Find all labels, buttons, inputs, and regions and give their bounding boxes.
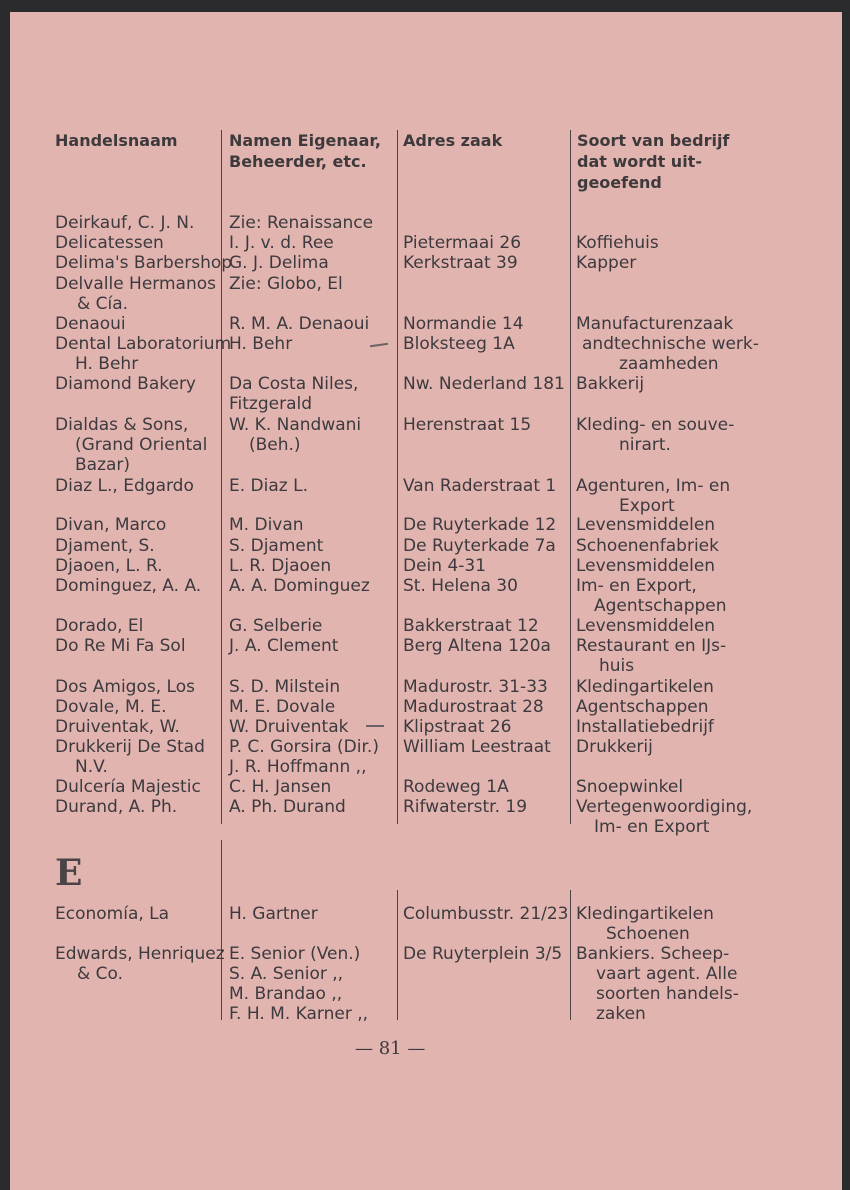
list-item: Kledingartikelen (576, 904, 714, 924)
list-item: soorten handels- (596, 984, 739, 1004)
header-soort-line-1: Soort van bedrijf (577, 131, 730, 150)
list-item: Vertegenwoordiging, (576, 797, 753, 817)
list-item: Levensmiddelen (576, 616, 716, 636)
list-item: E. Senior (Ven.) (229, 944, 361, 964)
list-item: Rifwaterstr. 19 (403, 797, 528, 817)
header-namen-line-2: Beheerder, etc. (229, 152, 367, 171)
list-item: Druiventak, W. (55, 717, 180, 737)
list-item: Bazar) (75, 455, 131, 475)
list-item: Kapper (576, 253, 637, 273)
list-item: Snoepwinkel (576, 777, 684, 797)
list-item: N.V. (75, 757, 108, 777)
column-divider (570, 890, 571, 1020)
list-item: G. J. Delima (229, 253, 329, 273)
list-item: St. Helena 30 (403, 576, 518, 596)
header-soort-line-2: dat wordt uit- (577, 152, 702, 171)
list-item: F. H. M. Karner ,, (229, 1004, 369, 1024)
list-item: Bankiers. Scheep- (576, 944, 730, 964)
list-item: andtechnische werk- (582, 334, 759, 354)
list-item: zaken (596, 1004, 646, 1024)
list-item: huis (599, 656, 635, 676)
list-item: nirart. (619, 435, 671, 455)
list-item: G. Selberie (229, 616, 323, 636)
list-item: Agentschappen (576, 697, 709, 717)
list-item: H. Behr (75, 354, 139, 374)
list-item: Dos Amigos, Los (55, 677, 195, 697)
list-item: H. Behr (229, 334, 293, 354)
list-item: W. Druiventak (229, 717, 349, 737)
list-item: Kledingartikelen (576, 677, 714, 697)
list-item: Dental Laboratorium (55, 334, 232, 354)
list-item: Delima's Barbershop (55, 253, 233, 273)
list-item: S. A. Senior ,, (229, 964, 344, 984)
list-item: Do Re Mi Fa Sol (55, 636, 186, 656)
header-soort-line-3: geoefend (577, 173, 662, 192)
list-item: H. Gartner (229, 904, 318, 924)
list-item: Kleding- en souve- (576, 415, 735, 435)
header-adres-zaak: Adres zaak (403, 131, 503, 150)
list-item: vaart agent. Alle (596, 964, 738, 984)
header-handelsnaam: Handelsnaam (55, 131, 178, 150)
pencil-mark (366, 725, 384, 727)
page-number: — 81 — (355, 1038, 426, 1059)
list-item: Van Raderstraat 1 (403, 476, 557, 496)
list-item: Economía, La (55, 904, 170, 924)
list-item: Levensmiddelen (576, 515, 716, 535)
list-item: Normandie 14 (403, 314, 524, 334)
list-item: Da Costa Niles, (229, 374, 359, 394)
list-item: Dorado, El (55, 616, 144, 636)
list-item: Edwards, Henriquez (55, 944, 225, 964)
list-item: W. K. Nandwani (229, 415, 362, 435)
list-item: Madurostraat 28 (403, 697, 544, 717)
list-item: De Ruyterplein 3/5 (403, 944, 563, 964)
list-item: Bakkerstraat 12 (403, 616, 539, 636)
list-item: Djaoen, L. R. (55, 556, 163, 576)
list-item: Madurostr. 31-33 (403, 677, 548, 697)
list-item: Delicatessen (55, 233, 164, 253)
list-item: Levensmiddelen (576, 556, 716, 576)
list-item: Bakkerij (576, 374, 645, 394)
list-item: Dominguez, A. A. (55, 576, 202, 596)
list-item: Koffiehuis (576, 233, 659, 253)
list-item: J. R. Hoffmann ,, (229, 757, 367, 777)
list-item: Deirkauf, C. J. N. (55, 213, 195, 233)
list-item: R. M. A. Denaoui (229, 314, 370, 334)
list-item: Bloksteeg 1A (403, 334, 515, 354)
list-item: Columbusstr. 21/23 (403, 904, 569, 924)
list-item: Agenturen, Im- en (576, 476, 731, 496)
list-item: S. Djament (229, 536, 324, 556)
list-item: & Co. (77, 964, 124, 984)
list-item: Nw. Nederland 181 (403, 374, 565, 394)
list-item: M. Brandao ,, (229, 984, 343, 1004)
list-item: Delvalle Hermanos (55, 274, 217, 294)
list-item: Divan, Marco (55, 515, 167, 535)
list-item: Fitzgerald (229, 394, 313, 414)
list-item: Denaoui (55, 314, 126, 334)
list-item: Kerkstraat 39 (403, 253, 518, 273)
list-item: I. J. v. d. Ree (229, 233, 334, 253)
list-item: Dulcería Majestic (55, 777, 201, 797)
list-item: Pietermaai 26 (403, 233, 522, 253)
list-item: (Beh.) (249, 435, 301, 455)
column-divider (570, 130, 571, 824)
list-item: Djament, S. (55, 536, 155, 556)
list-item: A. A. Dominguez (229, 576, 370, 596)
list-item: Dein 4-31 (403, 556, 487, 576)
list-item: Dovale, M. E. (55, 697, 167, 717)
list-item: Berg Altena 120a (403, 636, 551, 656)
section-letter: E (55, 852, 83, 894)
list-item: & Cía. (77, 294, 129, 314)
list-item: Schoenenfabriek (576, 536, 719, 556)
list-item: zaamheden (619, 354, 719, 374)
list-item: Agentschappen (594, 596, 727, 616)
list-item: Durand, A. Ph. (55, 797, 178, 817)
list-item: P. C. Gorsira (Dir.) (229, 737, 379, 757)
list-item: M. E. Dovale (229, 697, 336, 717)
list-item: Diaz L., Edgardo (55, 476, 194, 496)
list-item: A. Ph. Durand (229, 797, 346, 817)
list-item: M. Divan (229, 515, 304, 535)
list-item: Herenstraat 15 (403, 415, 532, 435)
header-namen-line-1: Namen Eigenaar, (229, 131, 381, 150)
header-soort-bedrijf (577, 130, 729, 193)
list-item: Diamond Bakery (55, 374, 196, 394)
list-item: Rodeweg 1A (403, 777, 509, 797)
list-item: Dialdas & Sons, (55, 415, 189, 435)
list-item: William Leestraat (403, 737, 551, 757)
list-item: De Ruyterkade 12 (403, 515, 557, 535)
column-divider (397, 130, 398, 824)
list-item: Zie: Renaissance (229, 213, 374, 233)
list-item: C. H. Jansen (229, 777, 332, 797)
list-item: Export (619, 496, 675, 516)
list-item: (Grand Oriental (75, 435, 208, 455)
list-item: Klipstraat 26 (403, 717, 512, 737)
list-item: J. A. Clement (229, 636, 339, 656)
list-item: Manufacturenzaak (576, 314, 734, 334)
list-item: E. Diaz L. (229, 476, 308, 496)
list-item: Schoenen (606, 924, 690, 944)
list-item: Drukkerij De Stad (55, 737, 205, 757)
list-item: Drukkerij (576, 737, 653, 757)
list-item: Installatiebedrijf (576, 717, 714, 737)
list-item: De Ruyterkade 7a (403, 536, 556, 556)
column-divider (397, 890, 398, 1020)
list-item: Im- en Export (594, 817, 710, 837)
list-item: S. D. Milstein (229, 677, 341, 697)
list-item: Zie: Globo, El (229, 274, 343, 294)
column-divider (221, 840, 222, 1020)
column-divider (221, 130, 222, 824)
list-item: Im- en Export, (576, 576, 697, 596)
list-item: L. R. Djaoen (229, 556, 332, 576)
header-namen-eigenaar (229, 130, 381, 172)
list-item: Restaurant en IJs- (576, 636, 727, 656)
